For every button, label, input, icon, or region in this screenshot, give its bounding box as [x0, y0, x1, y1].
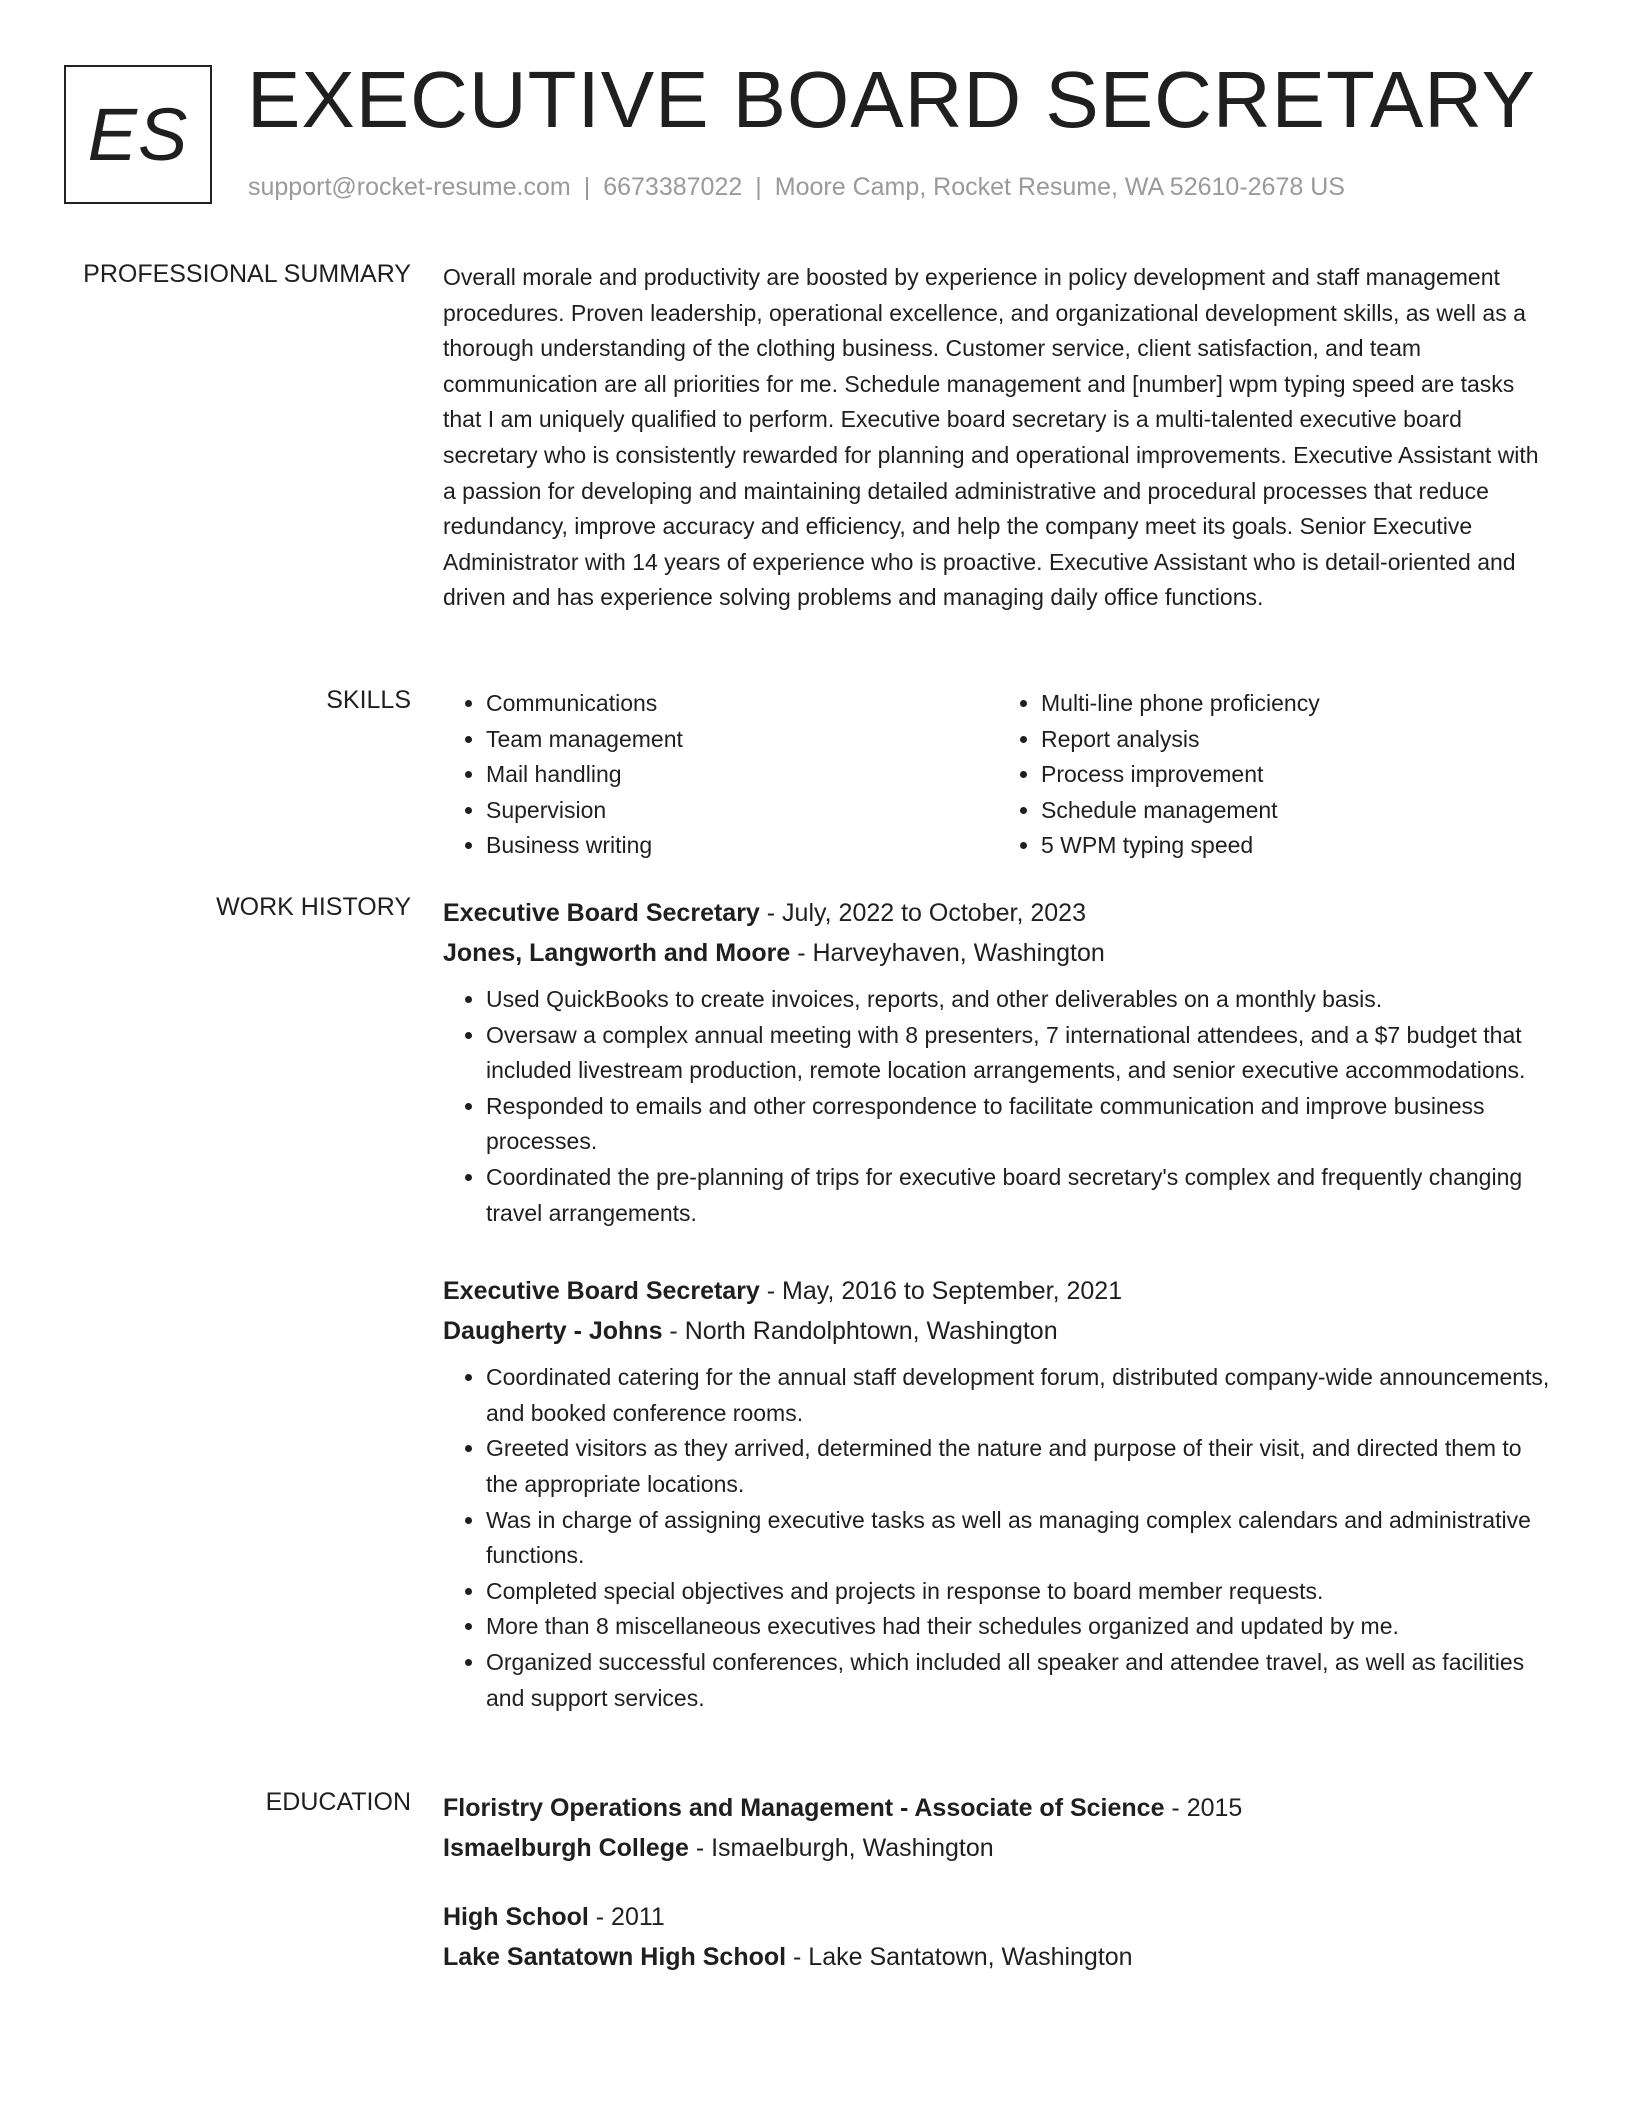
job-header	[443, 893, 1553, 933]
job-bullet: • Coordinated the pre-planning of trips for executive board secretary's complex and frequently changing travel arrangements.	[486, 1160, 1553, 1231]
section-label-summary: PROFESSIONAL SUMMARY	[83, 260, 411, 288]
school-line	[443, 1937, 1553, 1977]
skill-item: • Business writing	[486, 828, 998, 864]
skill-item: • Report analysis	[1041, 722, 1553, 758]
job-bullet: • Organized successful conferences, which included all speaker and attendee travel, as well as facilities and support services.	[486, 1645, 1553, 1716]
education-year: - 2015	[1164, 1794, 1243, 1822]
page-title: EXECUTIVE BOARD SECRETARY	[247, 55, 1536, 144]
education-header	[443, 1788, 1553, 1828]
job-bullet: • Was in charge of assigning executive tasks as well as managing complex calendars and administrative functions.	[486, 1503, 1553, 1574]
education-body	[443, 1788, 1553, 2017]
school-name: Ismaelburgh College	[443, 1834, 689, 1862]
school-location: - Lake Santatown, Washington	[786, 1943, 1133, 1971]
address: Moore Camp, Rocket Resume, WA 52610-2678 US	[774, 173, 1345, 201]
school-line	[443, 1828, 1553, 1868]
degree: Floristry Operations and Management - Associate of Science	[443, 1794, 1165, 1822]
job-bullets	[443, 1360, 1553, 1716]
job-company: Daugherty - Johns	[443, 1317, 663, 1346]
job-bullet: • More than 8 miscellaneous executives had their schedules organized and updated by me.	[486, 1609, 1553, 1645]
job-bullet: • Completed special objectives and projects in response to board member requests.	[486, 1574, 1553, 1610]
job-header	[443, 1271, 1553, 1311]
skill-item: • Team management	[486, 722, 998, 758]
skill-item: • Communications	[486, 686, 998, 722]
separator: |	[755, 173, 762, 201]
job-location: - Harveyhaven, Washington	[790, 939, 1105, 967]
job-bullets	[443, 982, 1553, 1231]
job-dates: - May, 2016 to September, 2021	[759, 1277, 1123, 1306]
school-name: Lake Santatown High School	[443, 1943, 787, 1971]
skills-list-left	[443, 686, 998, 864]
email-link[interactable]: support@rocket-resume.com	[248, 173, 571, 201]
job-bullet: • Oversaw a complex annual meeting with 8 presenters, 7 international attendees, and a $7 budget that included livestream production, remote location arrangements, and senior executive accommodations.	[486, 1018, 1553, 1089]
skill-item: • Schedule management	[1041, 793, 1553, 829]
job-dates: - July, 2022 to October, 2023	[759, 899, 1086, 927]
job-bullet: • Greeted visitors as they arrived, determined the nature and purpose of their visit, and directed them to the appropriate locations.	[486, 1431, 1553, 1502]
contact-line	[248, 173, 1345, 202]
degree: High School	[443, 1903, 589, 1931]
skill-item: • Mail handling	[486, 757, 998, 793]
job-title: Executive Board Secretary	[443, 899, 760, 927]
job-entry	[443, 1271, 1553, 1716]
section-label-skills: SKILLS	[326, 686, 411, 714]
job-bullet: • Responded to emails and other correspondence to facilitate communication and improve business processes.	[486, 1089, 1553, 1160]
section-label-work: WORK HISTORY	[216, 893, 411, 921]
separator: |	[583, 173, 591, 201]
job-company: Jones, Langworth and Moore	[443, 939, 791, 967]
job-entry	[443, 893, 1553, 1231]
work-body	[443, 893, 1553, 1756]
monogram: ES	[64, 65, 212, 204]
skills-body	[443, 686, 1553, 864]
school-location: - Ismaelburgh, Washington	[688, 1834, 994, 1862]
education-entry	[443, 1897, 1553, 1977]
skill-item: • Supervision	[486, 793, 998, 829]
skill-item: • Multi-line phone proficiency	[1041, 686, 1553, 722]
education-header	[443, 1897, 1553, 1937]
skill-item: • 5 WPM typing speed	[1041, 828, 1553, 864]
skill-item: • Process improvement	[1041, 757, 1553, 793]
education-year: - 2011	[588, 1903, 665, 1931]
phone-number[interactable]: 6673387022	[603, 173, 743, 201]
job-company-line	[443, 933, 1553, 973]
summary-body	[443, 260, 1553, 616]
job-company-line	[443, 1311, 1553, 1351]
job-title: Executive Board Secretary	[443, 1277, 760, 1306]
job-bullet: • Used QuickBooks to create invoices, reports, and other deliverables on a monthly basis.	[486, 982, 1553, 1018]
job-bullet: • Coordinated catering for the annual staff development forum, distributed company-wide announcements, and booked conference rooms.	[486, 1360, 1553, 1431]
education-entry	[443, 1788, 1553, 1868]
skills-list-right	[998, 686, 1553, 864]
section-label-education: EDUCATION	[265, 1788, 411, 1816]
job-location: - North Randolphtown, Washington	[662, 1317, 1058, 1346]
summary-text: Overall morale and productivity are boosted by experience in policy development and staff management procedures. Proven leadership, operational excellence, and organizational development skills, as well as a thorough understanding of the clothing business. Customer service, client satisfaction, and team communication are all priorities for me. Schedule management and [number] wpm typing speed are tasks that I am uniquely qualified to perform. Executive board secretary is a multi-talented executive board secretary who is consistently rewarded for planning and operational improvements. Executive Assistant with a passion for developing and maintaining detailed administrative and procedural processes that reduce redundancy, improve accuracy and efficiency, and help the company meet its goals. Senior Executive Administrator with 14 years of experience who is proactive. Executive Assistant who is detail-oriented and driven and has experience solving problems and managing daily office functions.	[443, 264, 1539, 611]
